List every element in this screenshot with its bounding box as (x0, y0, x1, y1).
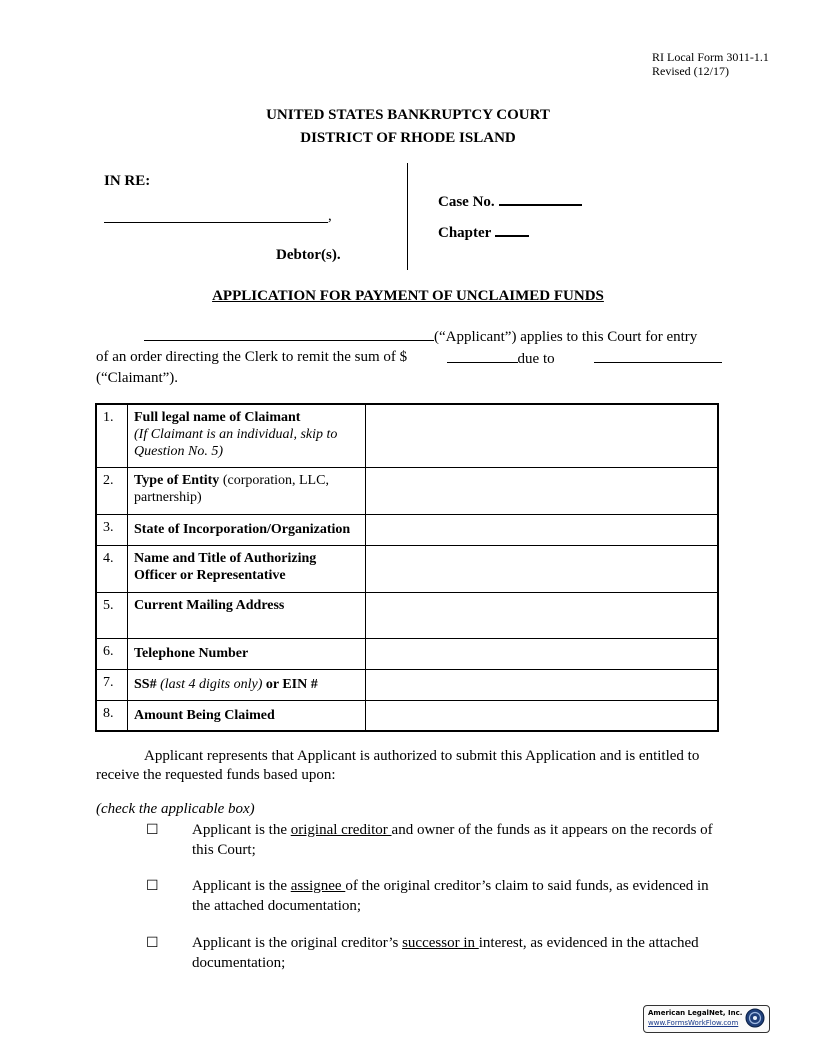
court-name: UNITED STATES BANKRUPTCY COURT (266, 107, 550, 123)
claimant-name-input[interactable] (366, 404, 719, 467)
chapter-label: Chapter (438, 225, 492, 241)
original-creditor-checkbox[interactable]: ☐ (146, 823, 159, 838)
table-row (96, 700, 718, 731)
publisher-logo (643, 1005, 770, 1033)
caption-divider (407, 163, 408, 270)
table-row (96, 404, 718, 467)
row-label: Telephone Number (128, 638, 366, 669)
state-of-incorporation-input[interactable] (366, 514, 719, 545)
row-number: 2. (96, 467, 128, 514)
table-row (96, 669, 718, 700)
court-heading (0, 104, 816, 150)
amount-field[interactable] (447, 348, 518, 363)
ssn-ein-input[interactable] (366, 669, 719, 700)
claimant-name-field[interactable] (594, 348, 722, 363)
row-label: Full legal name of Claimant (If Claimant is an individual, skip to Question No. 5) (128, 404, 366, 467)
intro-line-1: (“Applicant”) applies to this Court for entry (96, 326, 722, 348)
case-number-row (438, 190, 582, 211)
row-number: 5. (96, 592, 128, 638)
claimant-info-table (95, 403, 719, 732)
row-number: 6. (96, 638, 128, 669)
document-title: APPLICATION FOR PAYMENT OF UNCLAIMED FUNDS (212, 288, 604, 304)
debtor-label: Debtor(s). (276, 247, 341, 263)
row-number: 4. (96, 545, 128, 592)
court-district: DISTRICT OF RHODE ISLAND (300, 130, 516, 146)
row-label: Current Mailing Address (128, 592, 366, 638)
option-text: Applicant is the original creditor and owner of the funds as it appears on the records of this Court; (192, 822, 713, 858)
debtor-name-field[interactable] (104, 222, 328, 223)
table-row (96, 638, 718, 669)
publisher-link[interactable]: www.FormsWorkFlow.com (648, 1019, 739, 1027)
row-label: Type of Entity (corporation, LLC, partnership) (128, 467, 366, 514)
row-label: Name and Title of Authorizing Officer or Representative (128, 545, 366, 592)
row-number: 1. (96, 404, 128, 467)
table-row (96, 514, 718, 545)
row-number: 7. (96, 669, 128, 700)
representation-paragraph: Applicant represents that Applicant is authorized to submit this Application and is entitled to receive the requested funds based upon: (96, 748, 700, 783)
publisher-name: American LegalNet, Inc. (648, 1009, 743, 1017)
row-number: 8. (96, 700, 128, 731)
telephone-input[interactable] (366, 638, 719, 669)
entity-type-input[interactable] (366, 467, 719, 514)
assignee-checkbox[interactable]: ☐ (146, 879, 159, 894)
form-number-block (652, 50, 769, 78)
in-re-label: IN RE: (104, 173, 151, 189)
mailing-address-input[interactable] (366, 592, 719, 638)
check-instruction: (check the applicable box) (96, 801, 255, 817)
option-text: Applicant is the original creditor’s successor in interest, as evidenced in the attached documentation; (192, 935, 699, 971)
row-label: State of Incorporation/Organization (128, 514, 366, 545)
amount-claimed-input[interactable] (366, 700, 719, 731)
chapter-row (438, 221, 529, 242)
successor-checkbox[interactable]: ☐ (146, 936, 159, 951)
authorizing-officer-input[interactable] (366, 545, 719, 592)
chapter-field[interactable] (495, 221, 529, 237)
option-text: Applicant is the assignee of the original creditor’s claim to said funds, as evidenced in the attached documentation; (192, 878, 709, 914)
table-row (96, 545, 718, 592)
intro-line-2: of an order directing the Clerk to remit the sum of $ due to (96, 348, 722, 370)
case-number-field[interactable] (499, 190, 582, 206)
form-number: RI Local Form 3011-1.1 (652, 50, 769, 64)
debtor-comma: , (328, 208, 332, 224)
table-row (96, 467, 718, 514)
revised-date: Revised (12/17) (652, 64, 729, 78)
table-row (96, 592, 718, 638)
row-label: SS# (last 4 digits only) or EIN # (128, 669, 366, 700)
globe-icon (745, 1008, 765, 1028)
row-number: 3. (96, 514, 128, 545)
applicant-name-field[interactable] (144, 326, 434, 341)
claimant-label: (“Claimant”). (96, 370, 179, 386)
case-number-label: Case No. (438, 194, 495, 210)
intro-paragraph (96, 326, 722, 389)
row-label: Amount Being Claimed (128, 700, 366, 731)
